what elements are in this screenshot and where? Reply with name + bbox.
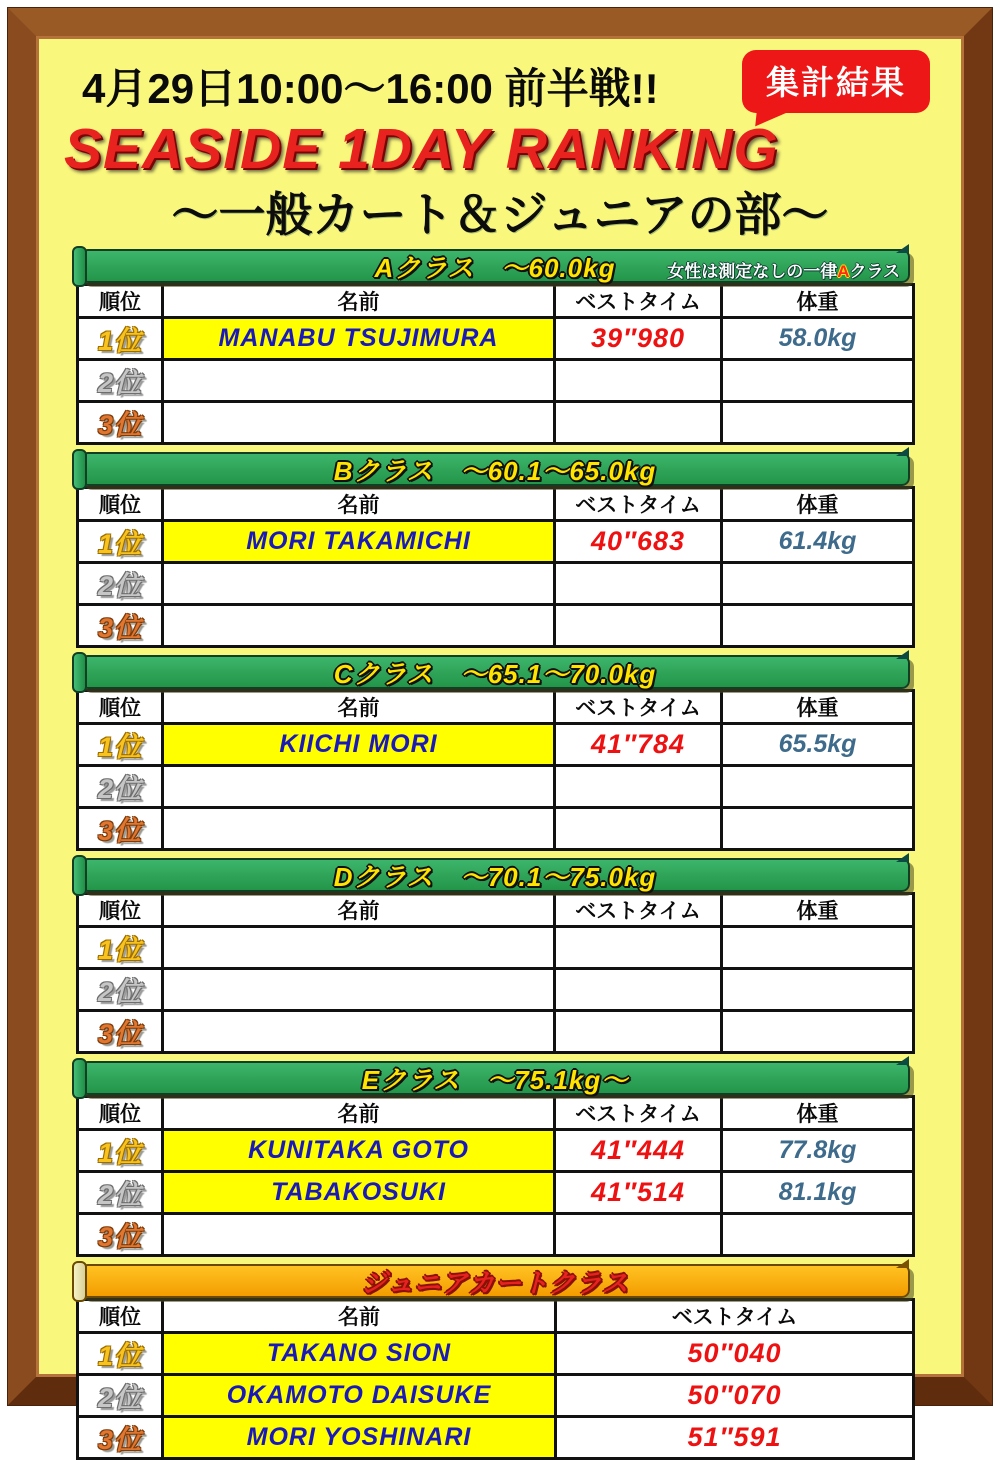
- scroll-tab-icon: [72, 652, 87, 693]
- class-e-header-bar: [80, 1061, 910, 1095]
- class-e-title: Eクラス ～75.1kg～: [361, 1064, 629, 1095]
- col-rank: 順位: [78, 488, 163, 521]
- rank-row-3: [78, 605, 914, 647]
- rank-row-3: [78, 402, 914, 444]
- col-best-time: ベストタイム: [555, 894, 722, 927]
- best-time: 41″444: [590, 1135, 685, 1165]
- rank-label: 2位: [97, 977, 143, 1007]
- rank-row-2: [78, 360, 914, 402]
- wooden-frame: [8, 8, 992, 1455]
- rank-label: 3位: [97, 1425, 143, 1455]
- main-title: SEASIDE 1DAY RANKING: [64, 117, 779, 181]
- racer-name: [164, 564, 553, 603]
- corner-fold-icon: [896, 650, 909, 659]
- racer-name: [164, 1215, 553, 1254]
- class-c-title: Cクラス ～65.1～70.0kg: [333, 658, 657, 689]
- col-weight: 体重: [722, 691, 914, 724]
- rank-row-1: [78, 724, 914, 766]
- col-weight: 体重: [722, 285, 914, 318]
- col-best-time: ベストタイム: [556, 1300, 914, 1333]
- racer-name: [164, 1012, 553, 1051]
- scroll-tab-icon: [72, 246, 87, 287]
- weight-value: 58.0kg: [778, 324, 857, 352]
- section-class-b: [36, 452, 964, 648]
- corner-fold-icon: [896, 447, 909, 456]
- weight-value: 77.8kg: [778, 1136, 857, 1164]
- rank-label: 1位: [97, 935, 143, 965]
- header-row: [78, 691, 914, 724]
- col-best-time: ベストタイム: [555, 488, 722, 521]
- rank-row-2: [78, 563, 914, 605]
- section-class-e: [36, 1061, 964, 1257]
- racer-name: [164, 809, 553, 848]
- rank-row-3: [78, 808, 914, 850]
- class-d-table: [76, 892, 915, 1054]
- weight-value: 65.5kg: [778, 730, 857, 758]
- junior-title: ジュニアカートクラス: [361, 1267, 629, 1298]
- col-best-time: ベストタイム: [555, 1097, 722, 1130]
- best-time: 50″070: [687, 1380, 782, 1410]
- scroll-tab-icon: [72, 1058, 87, 1099]
- col-rank: 順位: [78, 285, 163, 318]
- racer-name: [164, 928, 553, 967]
- rank-label: 1位: [97, 732, 143, 762]
- col-name: 名前: [163, 691, 555, 724]
- rank-label: 1位: [97, 529, 143, 559]
- class-a-title: Aクラス ～60.0kg: [374, 252, 616, 283]
- col-rank: 順位: [78, 1300, 163, 1333]
- rank-label: 2位: [97, 774, 143, 804]
- rank-row-3: [78, 1011, 914, 1053]
- result-badge: 集計結果: [742, 50, 930, 113]
- class-d-title: Dクラス ～70.1～75.0kg: [333, 861, 657, 892]
- class-a-note: [667, 257, 900, 282]
- junior-table: [76, 1298, 915, 1460]
- racer-name: KUNITAKA GOTO: [164, 1131, 553, 1170]
- weight-value: 81.1kg: [778, 1178, 857, 1206]
- class-e-table: [76, 1095, 915, 1257]
- class-b-title: Bクラス ～60.1～65.0kg: [333, 455, 657, 486]
- rank-label: 1位: [97, 1138, 143, 1168]
- col-best-time: ベストタイム: [555, 691, 722, 724]
- rank-row-3: [78, 1214, 914, 1256]
- note-highlight: A: [837, 262, 850, 281]
- scroll-tab-icon: [72, 1261, 87, 1302]
- col-name: 名前: [163, 285, 555, 318]
- class-a-table: [76, 283, 915, 445]
- rank-row-1: [78, 1130, 914, 1172]
- weight-value: 61.4kg: [778, 527, 857, 555]
- rank-label: 1位: [97, 1341, 143, 1371]
- rank-label: 3位: [97, 613, 143, 643]
- note-suffix: クラス: [849, 262, 900, 281]
- section-class-a: [36, 249, 964, 445]
- section-class-c: [36, 655, 964, 851]
- class-c-header-bar: [80, 655, 910, 689]
- best-time: 40″683: [590, 526, 685, 556]
- header-row: [36, 44, 964, 116]
- rank-label: 3位: [97, 816, 143, 846]
- best-time: 39″980: [590, 323, 685, 353]
- racer-name: KIICHI MORI: [164, 725, 553, 764]
- racer-name: [164, 767, 553, 806]
- col-weight: 体重: [722, 1097, 914, 1130]
- rank-row-2: [78, 1375, 914, 1417]
- rank-row-2: [78, 766, 914, 808]
- best-time: 41″514: [590, 1177, 685, 1207]
- corner-fold-icon: [896, 244, 909, 253]
- col-name: 名前: [163, 1097, 555, 1130]
- header-row: [78, 488, 914, 521]
- rank-row-3: [78, 1417, 914, 1459]
- col-rank: 順位: [78, 1097, 163, 1130]
- class-d-header-bar: [80, 858, 910, 892]
- rank-row-1: [78, 927, 914, 969]
- class-b-table: [76, 486, 915, 648]
- header-row: [78, 1097, 914, 1130]
- section-class-d: [36, 858, 964, 1054]
- racer-name: MORI YOSHINARI: [164, 1418, 554, 1457]
- racer-name: MORI TAKAMICHI: [164, 522, 553, 561]
- col-name: 名前: [163, 894, 555, 927]
- rank-row-2: [78, 969, 914, 1011]
- header-row: [78, 1300, 914, 1333]
- rank-row-1: [78, 1333, 914, 1375]
- scroll-tab-icon: [72, 449, 87, 490]
- subtitle: ～一般カート＆ジュニアの部～: [171, 190, 829, 242]
- racer-name: TAKANO SION: [164, 1334, 554, 1373]
- col-rank: 順位: [78, 691, 163, 724]
- rank-label: 3位: [97, 410, 143, 440]
- class-c-table: [76, 689, 915, 851]
- racer-name: OKAMOTO DAISUKE: [164, 1376, 554, 1415]
- header-row: [78, 894, 914, 927]
- col-name: 名前: [163, 1300, 556, 1333]
- rank-label: 2位: [97, 1383, 143, 1413]
- scroll-tab-icon: [72, 855, 87, 896]
- header-row: [78, 285, 914, 318]
- rank-label: 2位: [97, 571, 143, 601]
- racer-name: [164, 606, 553, 645]
- racer-name: [164, 403, 553, 442]
- class-a-header-bar: [80, 249, 910, 283]
- racer-name: MANABU TSUJIMURA: [164, 319, 553, 358]
- best-time: 51″591: [687, 1422, 782, 1452]
- corner-fold-icon: [896, 1259, 909, 1268]
- col-weight: 体重: [722, 894, 914, 927]
- rank-label: 2位: [97, 1180, 143, 1210]
- rank-row-1: [78, 318, 914, 360]
- corner-fold-icon: [896, 1056, 909, 1065]
- col-best-time: ベストタイム: [555, 285, 722, 318]
- rank-label: 3位: [97, 1019, 143, 1049]
- racer-name: [164, 361, 553, 400]
- best-time: 41″784: [590, 729, 685, 759]
- col-rank: 順位: [78, 894, 163, 927]
- rank-label: 1位: [97, 326, 143, 356]
- racer-name: TABAKOSUKI: [164, 1173, 553, 1212]
- class-b-header-bar: [80, 452, 910, 486]
- event-date-title: 4月29日10:00～16:00 前半戦!!: [82, 65, 659, 112]
- poster-body: [36, 36, 964, 1455]
- junior-header-bar: [80, 1264, 910, 1298]
- note-prefix: 女性は測定なしの一律: [667, 262, 838, 281]
- rank-row-1: [78, 521, 914, 563]
- corner-fold-icon: [896, 853, 909, 862]
- racer-name: [164, 970, 553, 1009]
- col-name: 名前: [163, 488, 555, 521]
- col-weight: 体重: [722, 488, 914, 521]
- section-junior: [36, 1264, 964, 1460]
- best-time: 50″040: [687, 1338, 782, 1368]
- rank-row-2: [78, 1172, 914, 1214]
- rank-label: 2位: [97, 368, 143, 398]
- rank-label: 3位: [97, 1222, 143, 1252]
